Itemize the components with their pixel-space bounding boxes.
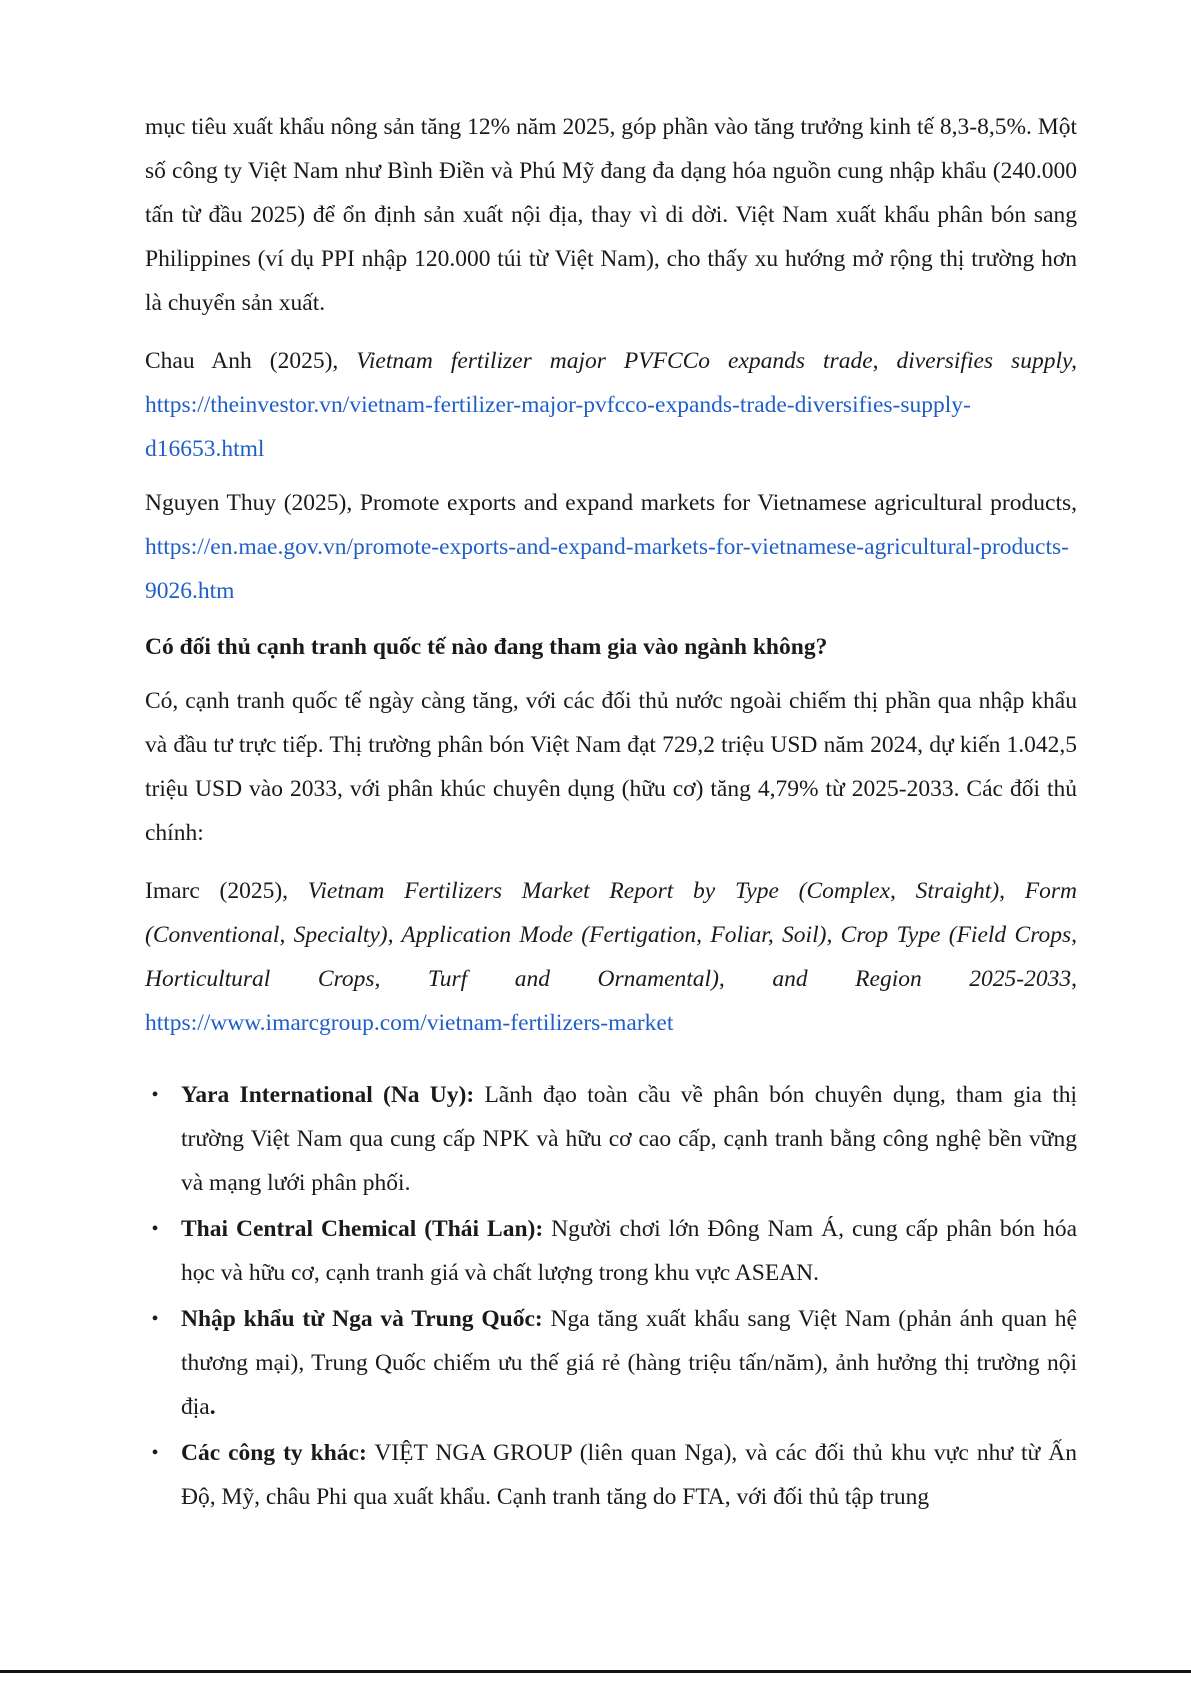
reference-title: Vietnam fertilizer major PVFCCo expands trade, diversifies supply, <box>356 348 1077 374</box>
reference-imarc <box>145 869 1077 1045</box>
reference-chau-anh <box>145 339 1077 471</box>
bullet-icon: • <box>151 1442 159 1464</box>
footer-divider <box>0 1670 1191 1673</box>
bullet-icon: • <box>151 1084 159 1106</box>
list-item <box>145 1073 1077 1205</box>
competitor-description: Người chơi lớn Đông Nam Á, cung cấp phân bón hóa học và hữu cơ, cạnh tranh giá và chất lượng trong khu vực ASEAN. <box>181 1216 1077 1286</box>
reference-link-imarc[interactable]: https://www.imarcgroup.com/vietnam-fertilizers-market <box>145 1010 674 1036</box>
reference-nguyen-thuy <box>145 481 1077 613</box>
reference-link-theinvestor[interactable]: https://theinvestor.vn/vietnam-fertilizer-major-pvfcco-expands-trade-diversifies-supply-d16653.html <box>145 392 971 462</box>
reference-author: Chau Anh (2025), <box>145 348 357 374</box>
competitor-description: Nga tăng xuất khẩu sang Việt Nam (phản ánh quan hệ thương mại), Trung Quốc chiếm ưu thế giá rẻ (hàng triệu tấn/năm), ảnh hưởng thị trường nội địa <box>181 1306 1077 1420</box>
competitor-description: VIỆT NGA GROUP (liên quan Nga), và các đối thủ khu vực như từ Ấn Độ, Mỹ, châu Phi qua xuất khẩu. Cạnh tranh tăng do FTA, với đối thủ tập trung <box>181 1440 1077 1510</box>
section-question-heading: Có đối thủ cạnh tranh quốc tế nào đang tham gia vào ngành không? <box>145 634 828 660</box>
intro-paragraph: mục tiêu xuất khẩu nông sản tăng 12% năm 2025, góp phần vào tăng trưởng kinh tế 8,3-8,5%. Một số công ty Việt Nam như Bình Điền và Phú Mỹ đang đa dạng hóa nguồn cung nhập khẩu (240.000 tấn từ đầu 2025) để ổn định sản xuất nội địa, thay vì di dời. Việt Nam xuất khẩu phân bón sang Philippines (ví dụ PPI nhập 120.000 túi từ Việt Nam), cho thấy xu hướng mở rộng thị trường hơn là chuyển sản xuất. <box>145 114 1077 316</box>
list-item <box>145 1297 1077 1429</box>
answer-paragraph: Có, cạnh tranh quốc tế ngày càng tăng, với các đối thủ nước ngoài chiếm thị phần qua nhập khẩu và đầu tư trực tiếp. Thị trường phân bón Việt Nam đạt 729,2 triệu USD năm 2024, dự kiến 1.042,5 triệu USD vào 2033, với phân khúc chuyên dụng (hữu cơ) tăng 4,79% từ 2025-2033. Các đối thủ chính: <box>145 688 1077 846</box>
competitor-name: Nhập khẩu từ Nga và Trung Quốc: <box>181 1306 543 1332</box>
reference-author: Imarc (2025), <box>145 878 308 904</box>
competitor-list <box>145 1073 1077 1519</box>
competitor-name: Yara International (Na Uy): <box>181 1082 475 1108</box>
reference-separator: , <box>1071 966 1077 992</box>
competitor-name: Các công ty khác: <box>181 1440 367 1466</box>
reference-link-mae[interactable]: https://en.mae.gov.vn/promote-exports-and-expand-markets-for-vietnamese-agricultural-products-9026.htm <box>145 534 1069 604</box>
bullet-icon: • <box>151 1308 159 1330</box>
competitor-description: Lãnh đạo toàn cầu về phân bón chuyên dụng, tham gia thị trường Việt Nam qua cung cấp NPK và hữu cơ cao cấp, cạnh tranh bằng công nghệ bền vững và mạng lưới phân phối. <box>181 1082 1078 1196</box>
list-item <box>145 1431 1077 1519</box>
reference-title: Vietnam Fertilizers Market Report by Type (Complex, Straight), Form (Conventional, Specialty), Application Mode (Fertigation, Foliar, Soil), Crop Type (Field Crops, Horticultural Crops, Turf and Ornamental), and Region 2025-2033 <box>145 878 1077 992</box>
document-page <box>145 105 1077 1521</box>
bullet-icon: • <box>151 1218 159 1240</box>
list-item <box>145 1207 1077 1295</box>
competitor-description-end: . <box>209 1394 216 1420</box>
competitor-name: Thai Central Chemical (Thái Lan): <box>181 1216 544 1242</box>
reference-author-title: Nguyen Thuy (2025), Promote exports and expand markets for Vietnamese agricultural products, <box>145 490 1077 516</box>
